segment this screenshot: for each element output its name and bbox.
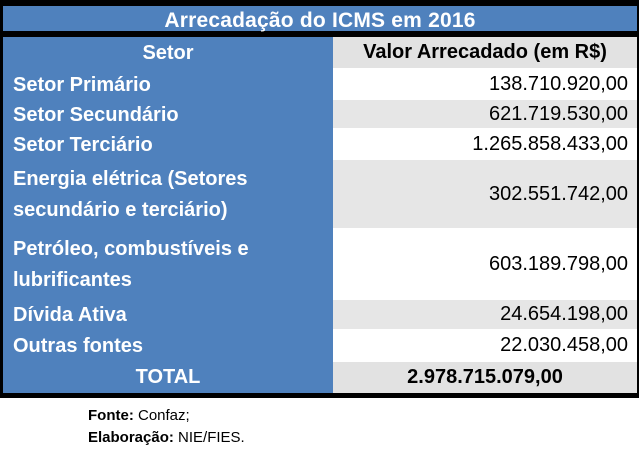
row-label: Petróleo, combustíveis e lubrificantes <box>3 230 333 300</box>
row-value: 138.710.920,00 <box>333 70 637 100</box>
table-row-petroleo-combustiveis <box>3 230 637 300</box>
table-row-setor-terciario <box>3 130 637 160</box>
table-row-outras-fontes <box>3 331 637 362</box>
table-row-divida-ativa <box>3 300 637 331</box>
row-value: 24.654.198,00 <box>333 300 637 331</box>
row-value: 1.265.858.433,00 <box>333 130 637 160</box>
source-label: Fonte: <box>88 407 134 424</box>
row-value: 603.189.798,00 <box>333 230 637 300</box>
row-label: Setor Primário <box>3 70 333 100</box>
row-label: Energia elétrica (Setores secundário e terciário) <box>3 160 333 230</box>
row-label: Dívida Ativa <box>3 300 333 331</box>
table-row-total <box>3 362 637 393</box>
table-row-setor-primario <box>3 70 637 100</box>
elaboration-value: NIE/FIES. <box>178 429 245 446</box>
column-header-valor: Valor Arrecadado (em R$) <box>333 37 637 70</box>
total-label: TOTAL <box>3 362 333 393</box>
row-label: Setor Terciário <box>3 130 333 160</box>
table-row-energia-eletrica <box>3 160 637 230</box>
elaboration-line <box>88 427 639 449</box>
column-header-setor: Setor <box>3 37 333 70</box>
source-value: Confaz; <box>138 407 190 424</box>
table-header-row <box>3 37 637 70</box>
table-row-setor-secundario <box>3 100 637 130</box>
total-value: 2.978.715.079,00 <box>333 362 637 393</box>
row-label: Setor Secundário <box>3 100 333 130</box>
row-value: 22.030.458,00 <box>333 331 637 362</box>
row-label: Outras fontes <box>3 331 333 362</box>
elaboration-label: Elaboração: <box>88 429 174 446</box>
row-value: 621.719.530,00 <box>333 100 637 130</box>
source-note <box>88 405 639 449</box>
table-title: Arrecadação do ICMS em 2016 <box>3 6 637 37</box>
row-value: 302.551.742,00 <box>333 160 637 230</box>
source-line <box>88 405 639 427</box>
